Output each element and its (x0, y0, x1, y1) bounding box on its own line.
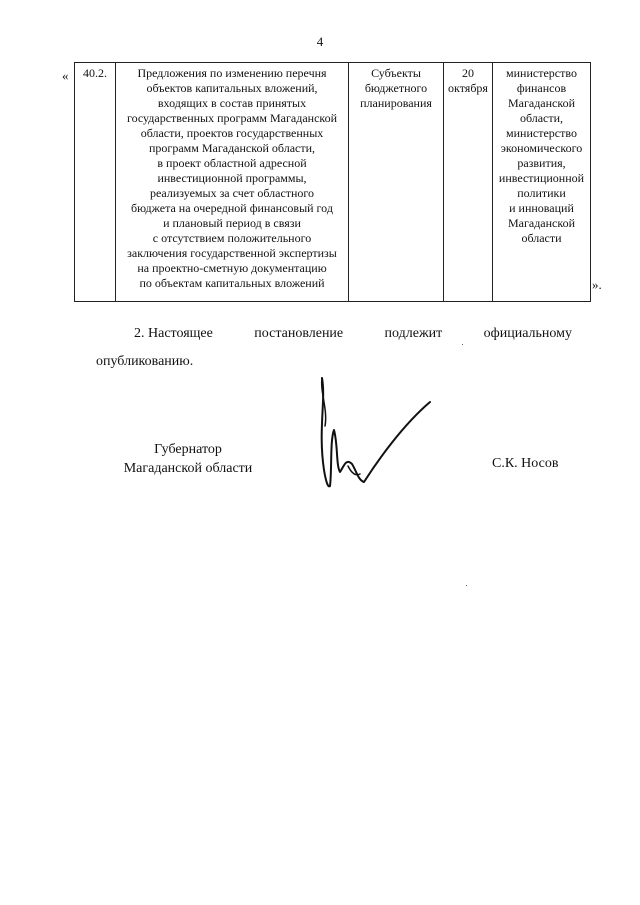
table-row (75, 63, 591, 302)
paragraph-word: постановление (254, 326, 344, 341)
row-number: 40.2. (83, 66, 107, 80)
responsible-line: Магаданской (507, 96, 576, 110)
scan-speck (462, 344, 463, 345)
paragraph-word: 2. Настоящее (134, 326, 213, 341)
responsible-line: области (521, 231, 562, 245)
row-number-cell (75, 63, 116, 302)
paragraph-line-1 (134, 320, 572, 348)
description-line: входящих в состав принятых (157, 96, 307, 110)
description-line: объектов капитальных вложений, (146, 81, 318, 95)
description-line: в проект областной адресной (157, 156, 307, 170)
subjects-line: планирования (360, 96, 432, 110)
subjects-cell (349, 63, 444, 302)
description-cell (116, 63, 349, 302)
date-line: 20 (462, 66, 474, 80)
responsible-line: министерство (506, 66, 577, 80)
signatory-name: С.К. Носов (492, 456, 559, 471)
description-line: программ Магаданской области, (148, 141, 316, 155)
responsible-line: области, (519, 111, 564, 125)
description-line: государственных программ Магаданской (126, 111, 338, 125)
signatory-title-line: Губернатор (154, 442, 222, 457)
responsible-line: Магаданской (507, 216, 576, 230)
responsible-line: политики (517, 186, 566, 200)
responsible-line: развития, (517, 156, 566, 170)
date-line: октября (448, 81, 488, 95)
description-line: инвестиционной программы, (157, 171, 307, 185)
date-cell (444, 63, 493, 302)
paragraph-2 (96, 320, 572, 376)
responsible-line: финансов (516, 81, 567, 95)
description-line: области, проектов государственных (140, 126, 324, 140)
responsible-line: экономического (500, 141, 583, 155)
subjects-line: Субъекты (371, 66, 421, 80)
page-number: 4 (316, 34, 324, 49)
amendment-table (74, 62, 591, 302)
responsible-cell (493, 63, 591, 302)
responsible-line: инвестиционной (498, 171, 585, 185)
subjects-line: бюджетного (364, 81, 428, 95)
description-line: Предложения по изменению перечня (137, 66, 327, 80)
signatory-title (98, 440, 278, 478)
description-line: на проектно-сметную документацию (137, 261, 327, 275)
description-line: и плановый период в связи (163, 216, 301, 230)
paragraph-word: подлежит (384, 326, 443, 341)
responsible-line: министерство (506, 126, 577, 140)
description-line: бюджета на очередной финансовый год (131, 201, 333, 215)
description-line: с отсутствием положительного (152, 231, 312, 245)
paragraph-line-2: опубликованию. (96, 354, 194, 369)
description-line: реализуемых за счет областного (149, 186, 315, 200)
signatory-title-line: Магаданской области (123, 461, 253, 476)
paragraph-word: официальному (483, 326, 572, 341)
opening-quote: « (62, 68, 69, 83)
responsible-line: и инноваций (509, 201, 574, 215)
description-line: по объектам капитальных вложений (139, 276, 325, 290)
closing-quote: ». (592, 277, 602, 292)
handwritten-signature (308, 370, 438, 500)
description-line: заключения государственной экспертизы (127, 246, 337, 260)
scan-speck (466, 585, 467, 586)
